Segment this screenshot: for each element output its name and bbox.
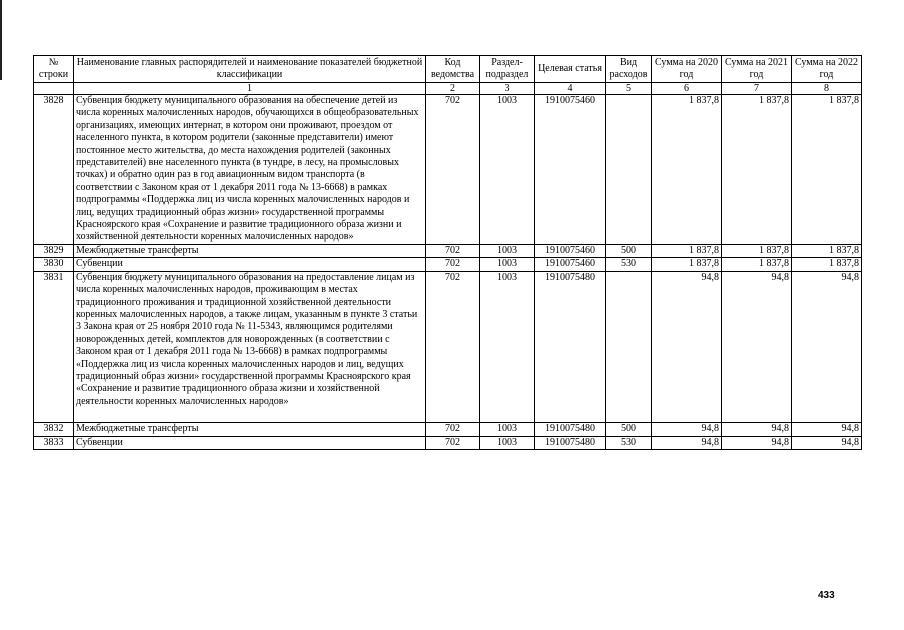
- header-sum-2021: Сумма на 2021 год: [722, 56, 792, 83]
- header-expense-type: Вид расходов: [606, 56, 652, 83]
- row-sum-2021: 1 837,8: [722, 258, 792, 271]
- row-name: Субвенции: [74, 436, 426, 449]
- row-target: 1910075480: [535, 423, 606, 436]
- row-target: 1910075480: [535, 271, 606, 422]
- row-name: Межбюджетные трансферты: [74, 423, 426, 436]
- row-number: 3833: [34, 436, 74, 449]
- row-sum-2020: 1 837,8: [652, 95, 722, 245]
- row-number: 3828: [34, 95, 74, 245]
- column-number-row: [34, 83, 862, 95]
- row-dept-code: 702: [426, 271, 480, 422]
- header-sum-2020: Сумма на 2020 год: [652, 56, 722, 83]
- row-dept-code: 702: [426, 258, 480, 271]
- header-section: Раздел-подраздел: [480, 56, 535, 83]
- column-number: 5: [606, 83, 652, 95]
- header-sum-2022: Сумма на 2022 год: [792, 56, 862, 83]
- budget-table: [33, 55, 862, 450]
- page-number: 433: [818, 590, 835, 601]
- row-name: Субвенции: [74, 258, 426, 271]
- row-sum-2020: 1 837,8: [652, 258, 722, 271]
- row-section: 1003: [480, 271, 535, 422]
- row-sum-2021: 94,8: [722, 271, 792, 422]
- row-sum-2020: 94,8: [652, 271, 722, 422]
- row-number: 3831: [34, 271, 74, 422]
- row-expense-type: [606, 95, 652, 245]
- row-sum-2020: 1 837,8: [652, 244, 722, 257]
- row-number: 3829: [34, 244, 74, 257]
- row-sum-2022: 1 837,8: [792, 258, 862, 271]
- column-number: 7: [722, 83, 792, 95]
- row-name: Межбюджетные трансферты: [74, 244, 426, 257]
- row-number: 3832: [34, 423, 74, 436]
- table-header-row: [34, 56, 862, 83]
- row-expense-type: 530: [606, 258, 652, 271]
- row-section: 1003: [480, 258, 535, 271]
- row-sum-2022: 1 837,8: [792, 244, 862, 257]
- column-number: 2: [426, 83, 480, 95]
- row-section: 1003: [480, 436, 535, 449]
- table-row: [34, 423, 862, 436]
- row-expense-type: 530: [606, 436, 652, 449]
- row-expense-type: [606, 271, 652, 422]
- scan-edge-line: [0, 0, 2, 80]
- row-dept-code: 702: [426, 436, 480, 449]
- column-number: 1: [74, 83, 426, 95]
- row-dept-code: 702: [426, 95, 480, 245]
- row-dept-code: 702: [426, 244, 480, 257]
- row-sum-2020: 94,8: [652, 436, 722, 449]
- column-number: 4: [535, 83, 606, 95]
- row-name: Субвенция бюджету муниципального образования на предоставление лицам из числа коренных малочисленных народов, проживающим в местах традиционного проживания и традиционной хозяйственной деятельности коренных малочисленных народов, а также лицам, указанным в пункте 3 статьи 3 Закона края от 25 ноября 2010 года № 11-5343, являющимся родителями новорожденных детей, комплектов для новорожденных (в соответствии с Законом края от 1 декабря 2011 года № 13-6668) в рамках подпрограммы «Поддержка лиц из числа коренных малочисленных народов и лиц, ведущих традиционный образ жизни» государственной программы Красноярского края «Сохранение и развитие традиционного образа жизни и хозяйственной деятельности коренных малочисленных народов»: [74, 271, 426, 422]
- column-number: 8: [792, 83, 862, 95]
- row-section: 1003: [480, 244, 535, 257]
- header-row-number: № строки: [34, 56, 74, 83]
- row-target: 1910075460: [535, 244, 606, 257]
- column-number: 3: [480, 83, 535, 95]
- header-dept-code: Код ведомства: [426, 56, 480, 83]
- row-sum-2021: 1 837,8: [722, 244, 792, 257]
- column-number: 6: [652, 83, 722, 95]
- table-row: [34, 95, 862, 245]
- row-dept-code: 702: [426, 423, 480, 436]
- table-row: [34, 271, 862, 422]
- column-number: [34, 83, 74, 95]
- row-section: 1003: [480, 423, 535, 436]
- row-expense-type: 500: [606, 423, 652, 436]
- row-target: 1910075460: [535, 258, 606, 271]
- row-sum-2021: 94,8: [722, 423, 792, 436]
- table-row: [34, 244, 862, 257]
- row-expense-type: 500: [606, 244, 652, 257]
- row-target: 1910075480: [535, 436, 606, 449]
- table-row: [34, 258, 862, 271]
- row-sum-2022: 94,8: [792, 271, 862, 422]
- row-sum-2020: 94,8: [652, 423, 722, 436]
- row-sum-2022: 94,8: [792, 423, 862, 436]
- header-target: Целевая статья: [535, 56, 606, 83]
- row-sum-2021: 1 837,8: [722, 95, 792, 245]
- row-number: 3830: [34, 258, 74, 271]
- row-sum-2022: 1 837,8: [792, 95, 862, 245]
- row-sum-2022: 94,8: [792, 436, 862, 449]
- table-row: [34, 436, 862, 449]
- row-name: Субвенция бюджету муниципального образования на обеспечение детей из числа коренных малочисленных народов, обучающихся в общеобразовательных организациях, имеющих интернат, в котором они проживают, проездом от населенного пункта, в котором родители (законные представители) имеют постоянное место жительства, до места нахождения родителей (законных представителей) вне населенного пункта (в тундре, в лесу, на промысловых точках) и обратно один раз в год авиационным видом транспорта (в соответствии с Законом края от 1 декабря 2011 года № 13-6668) в рамках подпрограммы «Поддержка лиц из числа коренных малочисленных народов и лиц, ведущих традиционный образ жизни» государственной программы Красноярского края «Сохранение и развитие традиционного образа жизни и хозяйственной деятельности коренных малочисленных народов»: [74, 95, 426, 245]
- header-name: Наименование главных распорядителей и наименование показателей бюджетной классификации: [74, 56, 426, 83]
- row-target: 1910075460: [535, 95, 606, 245]
- row-section: 1003: [480, 95, 535, 245]
- row-sum-2021: 94,8: [722, 436, 792, 449]
